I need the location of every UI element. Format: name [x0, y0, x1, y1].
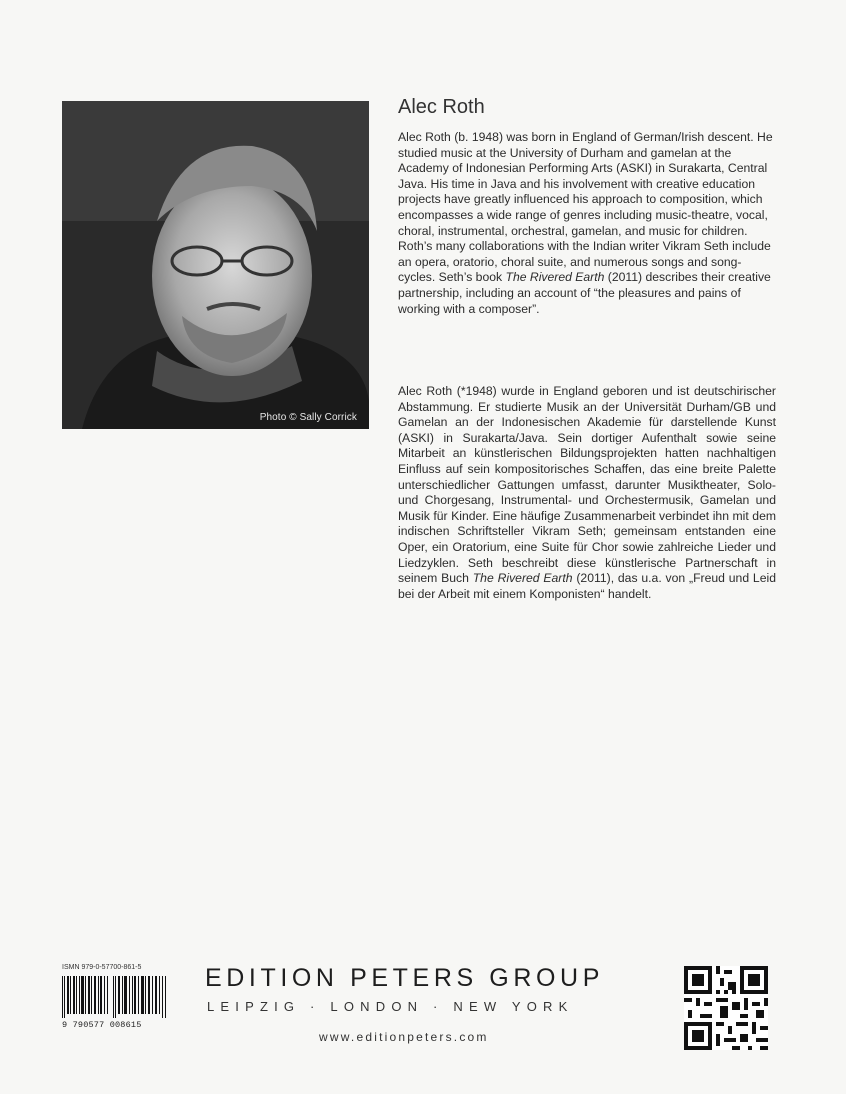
publisher-website[interactable]: www.editionpeters.com: [319, 1030, 489, 1044]
bio-german: [398, 384, 776, 602]
book-title: The Rivered Earth: [505, 270, 605, 285]
bio-english-text-end: (2011) describes their creative partnership, including an account of “the pleasures and pains of working with a composer”.: [398, 270, 771, 316]
portrait-illustration: [62, 101, 369, 429]
qr-code: [684, 966, 768, 1050]
composer-photo: [62, 101, 369, 429]
ismn-label: ISMN 979-0-57700-861-5: [62, 964, 142, 971]
photo-credit: Photo © Sally Corrick: [259, 412, 357, 423]
publisher-cities: LEIPZIG · LONDON · NEW YORK: [207, 999, 574, 1014]
bio-english-text: Alec Roth (b. 1948) was born in England of German/Irish descent. He studied music at the University of Durham and gamelan at the Academy of Indonesian Performing Arts (ASKI) in Surakarta, Central Java. His time in Java and his involvement with creative education projects have greatly influenced his approach to composition, which encompasses a wide range of genres including music-theatre, vocal, choral, instrumental, orchestral, gamelan, and music for children. Roth’s many collaborations with the Indian writer Vikram Seth include an opera, oratorio, choral suite, and numerous songs and song-cycles. Seth’s book: [398, 130, 773, 285]
bio-title: Alec Roth: [398, 96, 485, 118]
bio-english-paragraph: [398, 130, 776, 317]
book-title-de: The Rivered Earth: [472, 571, 573, 586]
bio-german-text-end: (2011), das u.a. von „Freud und Leid bei der Arbeit mit einem Komponisten“ handelt.: [398, 571, 776, 601]
bio-english: [398, 130, 776, 317]
bio-german-text: Alec Roth (*1948) wurde in England geboren und ist deutschirischer Abstammung. Er studierte Musik an der Universität Durham/GB und Gamelan an der Indonesischen Akademie für darstellende Kunst (ASKI) in Surakarta/Java. Sein dortiger Aufenthalt sowie seine Mitarbeit an künstlerischen Bildungsprojekten hatten nachhaltigen Einfluss auf sein kompositorisches Schaffen, das eine breite Palette unterschiedlicher Gattungen umfasst, darunter Musiktheater, Solo- und Chorgesang, Instrumental- und Orchestermusik, Gamelan und Musik für Kinder. Eine häufige Zusammenarbeit verbindet ihn mit dem indischen Schriftsteller Vikram Seth; gemeinsam entstanden eine Oper, ein Oratorium, eine Suite für Chor sowie zahlreiche Lieder und Liedzyklen. Seth beschreibt diese künstlerische Partnerschaft in seinem Buch: [398, 384, 776, 586]
barcode: [62, 976, 168, 1018]
publisher-name: EDITION PETERS GROUP: [205, 964, 604, 992]
barcode-digits: 9 790577 008615: [62, 1020, 142, 1030]
bio-german-paragraph: [398, 384, 776, 602]
